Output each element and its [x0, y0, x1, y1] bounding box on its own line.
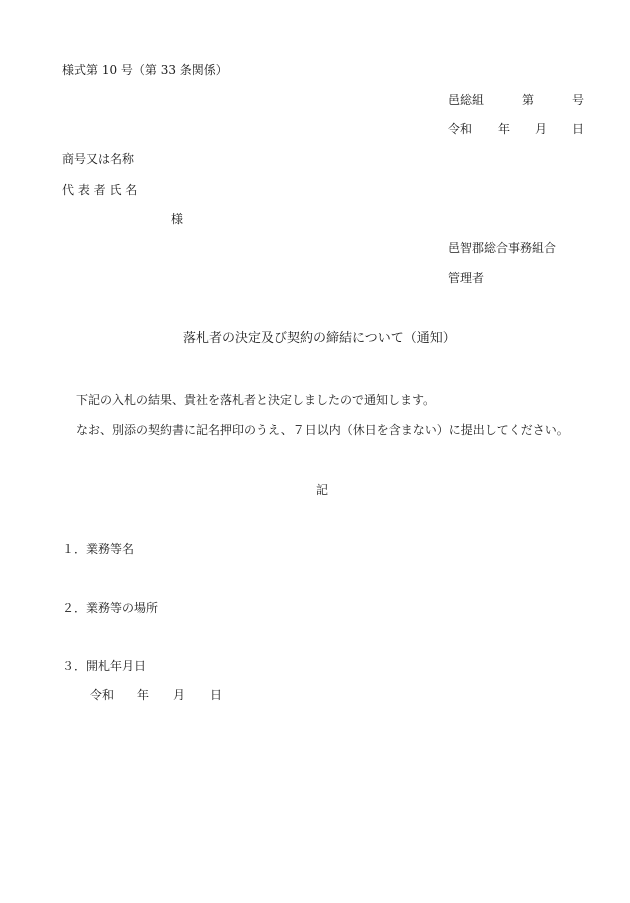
document-title: 落札者の決定及び契約の締結について（通知） [183, 331, 456, 346]
doc-number-dai: 第 [522, 93, 535, 107]
date-month: 月 [535, 122, 548, 136]
opening-date-year: 年 [137, 688, 150, 702]
body-paragraph-1: 下記の入札の結果、貴社を落札者と決定しましたので通知します。 [76, 393, 436, 407]
form-number: 様式第 10 号（第 33 条関係） [62, 63, 228, 77]
doc-number-go: 号 [572, 93, 585, 107]
honorific-sama: 様 [171, 212, 184, 226]
item-business-location: ２．業務等の場所 [62, 601, 159, 615]
ki-heading: 記 [316, 483, 329, 497]
date-year: 年 [498, 122, 511, 136]
opening-date-era: 令和 [90, 688, 115, 702]
body-paragraph-2: なお、別添の契約書に記名押印のうえ、７日以内（休日を含まない）に提出してください。 [76, 423, 569, 437]
doc-number-prefix: 邑総組 [448, 93, 485, 107]
item-opening-date: ３．開札年月日 [62, 659, 147, 673]
sender-title: 管理者 [448, 271, 485, 285]
date-era: 令和 [448, 122, 473, 136]
opening-date-day: 日 [210, 688, 223, 702]
date-day: 日 [572, 122, 585, 136]
company-name-label: 商号又は名称 [62, 152, 135, 166]
sender-organization: 邑智郡総合事務組合 [448, 241, 557, 255]
opening-date-month: 月 [173, 688, 186, 702]
representative-label: 代 表 者 氏 名 [62, 183, 138, 197]
item-business-name: １．業務等名 [62, 542, 135, 556]
